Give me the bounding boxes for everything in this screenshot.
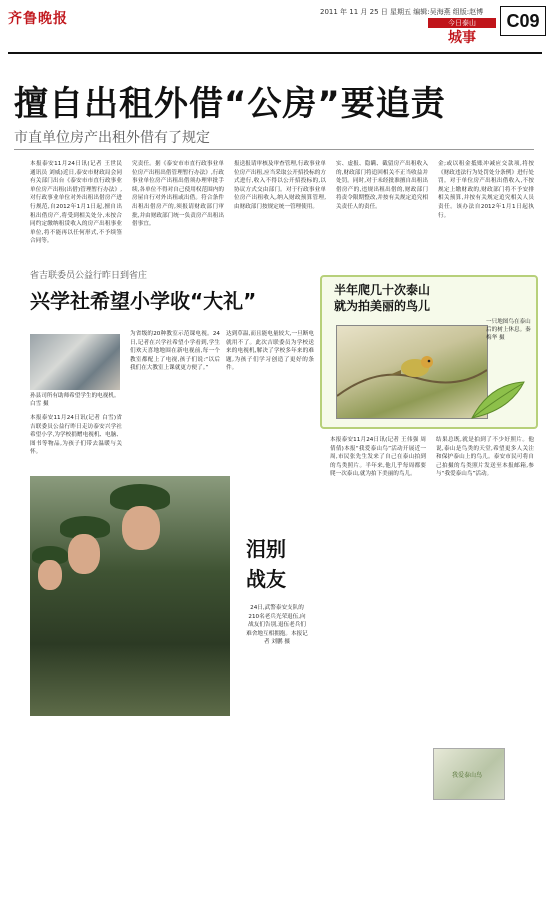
lead-column-5: 金;或以租金抵账冲减应交款项,将按《财政违法行为处罚处分条例》进行处罚。对于单位房产出租出借收入,不按规定上缴财政的,财政部门将不予安排相关预算,并按有关规定追究相关人员责任。该办法自2012年1月1日起执行。 xyxy=(438,161,534,219)
bird-icon xyxy=(337,326,487,418)
bird-photo-caption: 一只地图鸟在泰山后的树上休息。秦梅华 摄 xyxy=(486,319,531,342)
bird-column-2: 结果总既,就是拍到了不少好照片。他说,泰山是鸟类的天堂,希望更多人关注和保护泰山上的鸟儿。泰安市民可将自己拍摄的鸟类照片发送至本报邮箱,参与“我爱泰山鸟”活动。 xyxy=(436,437,534,478)
leaf-icon xyxy=(470,380,526,420)
section-box xyxy=(428,18,496,48)
issue-meta: 2011 年 11 月 25 日 星期五 编辑:吴海燕 组版:赵博 xyxy=(320,8,484,16)
lead-headline: 擅自出租外借“公房”要追责 xyxy=(14,84,446,124)
school-column-2: 为省级的20种教室示范课电视。24日,记者在兴学社希望小学看到,学生们欢天喜地地围在新电视前,每一个教室都配上了电视,孩子们说:“以后我们在大教室上课就更方便了。” xyxy=(130,331,220,372)
school-column-1: 本报泰安11月24日讯(记者 白雪)省吉联委员公益行昨日走访泰安兴学社希望小学,为学校捐赠电视机、电脑、图书等物品,为孩子们带去温暖与关怀。 xyxy=(30,415,122,456)
school-kicker: 省吉联委员公益行昨日到省庄 xyxy=(30,271,148,281)
farewell-caption: 24日,武警泰安支队的210名老兵光荣退伍,向战友们告别,退伍老兵们难舍地互相拥抱。本报记者 刘鹏 摄 xyxy=(246,605,308,646)
lead-subhead: 市直单位房产出租外借有了规定 xyxy=(14,130,210,146)
bird-headline-line-2: 就为拍美丽的鸟儿 xyxy=(334,299,431,313)
lead-column-4: 实、虚报、隐瞒、截留房产出租收入的,财政部门将追回相关不正当收益并处罚。同时,对于未经批准擅自出租出借房产的,违规出租出借的,财政部门将责令限期整改,并按有关规定追究相关责任人的责任。 xyxy=(336,161,428,210)
section-name: 城事 xyxy=(448,30,476,46)
farewell-title-line-2: 战友 xyxy=(246,567,286,591)
school-headline: 兴学社希望小学收“大礼” xyxy=(30,289,257,313)
farewell-title-line-1: 泪别 xyxy=(246,537,286,561)
newspaper-logo: 齐鲁晚报 xyxy=(8,11,68,27)
bird-headline-line-1: 半年爬几十次泰山 xyxy=(334,283,431,297)
bird-headline xyxy=(334,282,430,314)
lead-rule xyxy=(14,149,534,150)
bird-column-1: 本报泰安11月24日讯(记者 王伟强 周倩倩)本报“我爱泰山鸟”活动开展近一周,市民张先生发来了自己在泰山拍到的鸟类照片。半年来,他几乎每周都要爬一次泰山,就为拍下美丽的鸟儿。 xyxy=(330,437,426,478)
school-photo xyxy=(30,334,120,390)
top-rule xyxy=(8,52,542,54)
lead-column-3: 报送报请审核及审查管理,行政事业单位房产出租,应当采取公开招投标的方式进行,收入不得以公开招投标的,以协议方式交由部门。对于行政事业单位房产出租收入,纳入财政预算管理,由财政部门按规定统一管理使用。 xyxy=(234,161,326,210)
school-photo-caption: 孙县司所有助师希望学生的电视机。白雪 摄 xyxy=(30,393,120,407)
lead-column-1: 本报泰安11月24日讯(记者 王世民 通讯员 刘威)近日,泰安市财政局会同有关部门出台《泰安市市直行政事业单位房产出租(出借)管理暂行办法》,对行政事业单位对外出租出借房产进行规范,自2012年1月1日起,擅自出租出借房产,将受到相关处分,未按合同约定缴纳租赁收入的房产出租事业单位,将不能再以任何形式,不予续签合同等。 xyxy=(30,161,122,245)
soldiers-photo xyxy=(30,476,230,716)
bird-photo xyxy=(336,325,488,419)
page-number: C09 xyxy=(500,6,546,36)
lead-column-2: 究责任。据《泰安市市直行政事业单位房产出租出借管理暂行办法》,行政事业单位房产出租出借须办理审批手续,各单位不得对自己使用权范围内的房屋自行对外出租或出借。符合条件出租出借房产的,须报请财政部门审批,并由财政部门统一负责房产出租出借事宜。 xyxy=(132,161,224,228)
section-top-label: 今日泰山 xyxy=(428,18,496,28)
school-column-3: 达到草温,而且能电量较大,一旦断电就用不了。此次吉联委员为学校送来的电视机,解决了学校多年来的难题,为孩子们学习创造了更好的条件。 xyxy=(226,331,314,372)
bird-small-photo-label: 我爱泰山鸟 xyxy=(452,772,483,779)
farewell-title xyxy=(246,534,286,594)
